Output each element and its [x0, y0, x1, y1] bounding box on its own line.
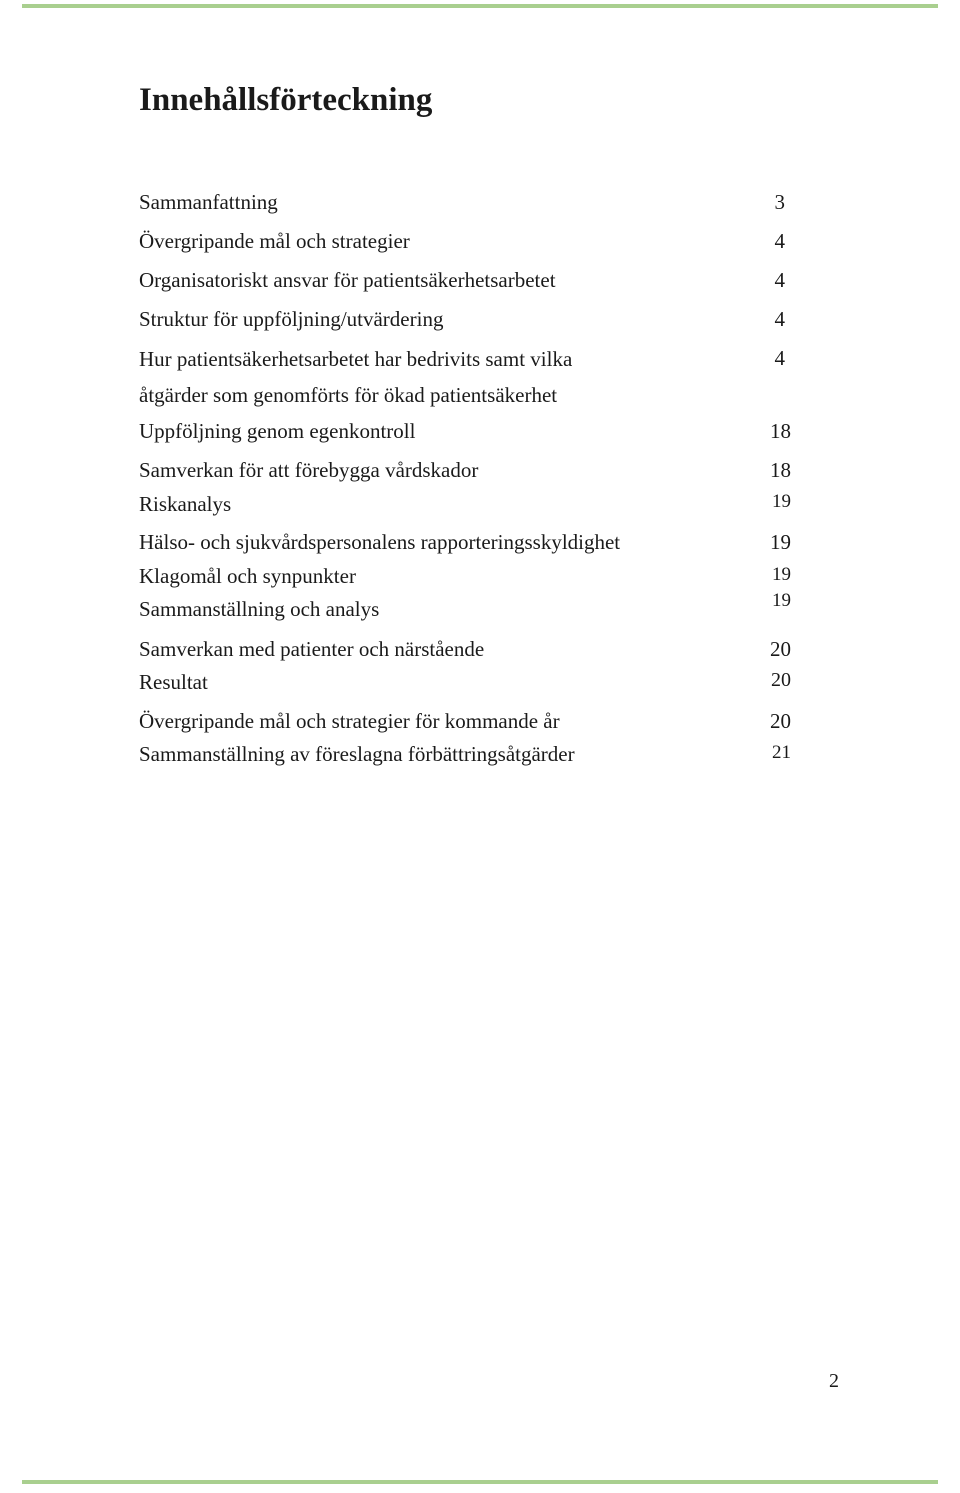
toc-entry-page: 4 — [774, 346, 785, 370]
toc-entry-label: Övergripande mål och strategier för kommande år — [139, 709, 560, 733]
toc-entry-page: 21 — [772, 742, 791, 763]
toc-entry-label: Riskanalys — [139, 492, 232, 516]
toc-entry-label: Sammanfattning — [139, 190, 278, 214]
toc-entry-label: Övergripande mål och strategier — [139, 229, 410, 253]
toc-entry-page: 20 — [771, 669, 791, 691]
header-rule — [22, 4, 938, 8]
toc-entry-page: 19 — [770, 530, 791, 554]
toc-entry-label: Samverkan för att förebygga vårdskador — [139, 458, 479, 482]
page-title: Innehållsförteckning — [139, 82, 433, 118]
toc-entry-label: Hälso- och sjukvårdspersonalens rapporteringsskyldighet — [139, 530, 621, 554]
toc-entry-label: Sammanställning och analys — [139, 597, 380, 621]
toc-entry-label: Organisatoriskt ansvar för patientsäkerhetsarbetet — [139, 268, 556, 292]
toc-entry-label: Samverkan med patienter och närstående — [139, 637, 485, 661]
toc-entry-page: 19 — [772, 590, 791, 611]
toc-entry-label: Sammanställning av föreslagna förbättringsåtgärder — [139, 742, 575, 766]
toc-entry-page: 4 — [774, 268, 785, 292]
toc-entry-label: Uppföljning genom egenkontroll — [139, 419, 416, 443]
page-number: 2 — [829, 1370, 839, 1392]
toc-entry-page: 19 — [772, 491, 791, 512]
toc-entry-page: 19 — [772, 564, 791, 585]
toc-entry-label: Resultat — [139, 670, 208, 694]
toc-entry-label: Struktur för uppföljning/utvärdering — [139, 307, 444, 331]
toc-entry-page: 3 — [774, 190, 785, 214]
toc-entry-page: 18 — [770, 419, 791, 443]
toc-entry-page: 20 — [770, 637, 791, 661]
toc-entry-page: 20 — [770, 709, 791, 733]
toc-entry-page: 4 — [774, 229, 785, 253]
toc-entry-label: Klagomål och synpunkter — [139, 564, 356, 588]
toc-entry-page: 4 — [774, 307, 785, 331]
toc-entry-page: 18 — [770, 458, 791, 482]
toc-entry-label: Hur patientsäkerhetsarbetet har bedrivits samt vilka åtgärder som genomförts för ökad patientsäkerhet — [139, 347, 573, 407]
footer-rule — [22, 1480, 938, 1484]
